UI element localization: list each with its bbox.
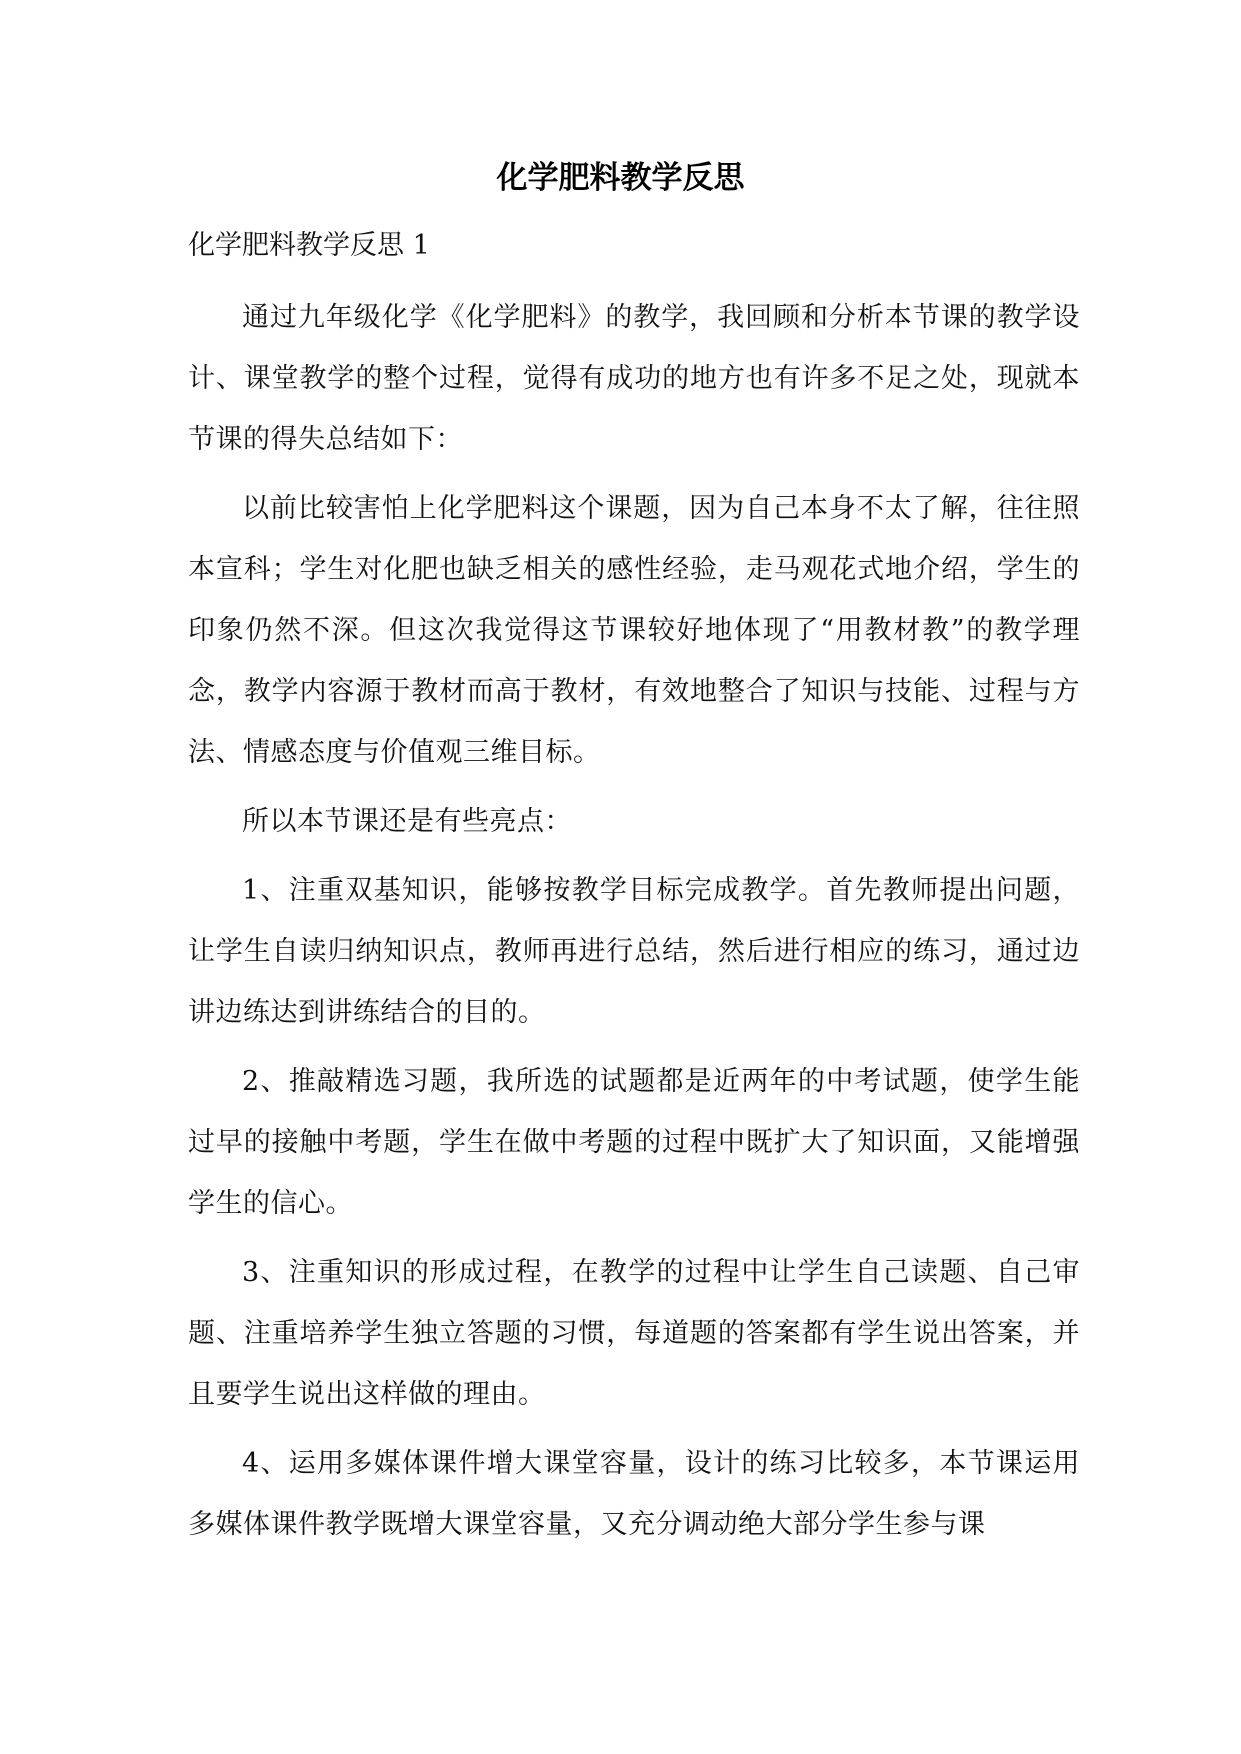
paragraph-point-3: 3、注重知识的形成过程，在教学的过程中让学生自己读题、自己审题、注重培养学生独立答题的习惯，每道题的答案都有学生说出答案，并且要学生说出这样做的理由。 <box>188 1257 1080 1410</box>
paragraph-intro: 通过九年级化学《化学肥料》的教学，我回顾和分析本节课的教学设计、课堂教学的整个过程，觉得有成功的地方也有许多不足之处，现就本节课的得失总结如下： <box>188 302 1080 455</box>
document-title: 化学肥料教学反思 <box>496 160 745 196</box>
paragraph-point-1: 1、注重双基知识，能够按教学目标完成教学。首先教师提出问题，让学生自读归纳知识点，教师再进行总结，然后进行相应的练习，通过边讲边练达到讲练结合的目的。 <box>188 875 1080 1028</box>
paragraph-point-4: 4、运用多媒体课件增大课堂容量，设计的练习比较多，本节课运用多媒体课件教学既增大课堂容量，又充分调动绝大部分学生参与课 <box>188 1448 1080 1540</box>
section-heading: 化学肥料教学反思 1 <box>188 230 430 261</box>
document-body <box>188 287 1080 1563</box>
paragraph-point-2: 2、推敲精选习题，我所选的试题都是近两年的中考试题，使学生能过早的接触中考题，学生在做中考题的过程中既扩大了知识面，又能增强学生的信心。 <box>188 1066 1080 1219</box>
paragraph-highlights-lead: 所以本节课还是有些亮点： <box>242 806 572 837</box>
paragraph-background: 以前比较害怕上化学肥料这个课题，因为自己本身不太了解，往往照本宣科；学生对化肥也缺乏相关的感性经验，走马观花式地介绍，学生的印象仍然不深。但这次我觉得这节课较好地体现了“用教材教”的教学理念，教学内容源于教材而高于教材，有效地整合了知识与技能、过程与方法、情感态度与价值观三维目标。 <box>188 493 1080 768</box>
